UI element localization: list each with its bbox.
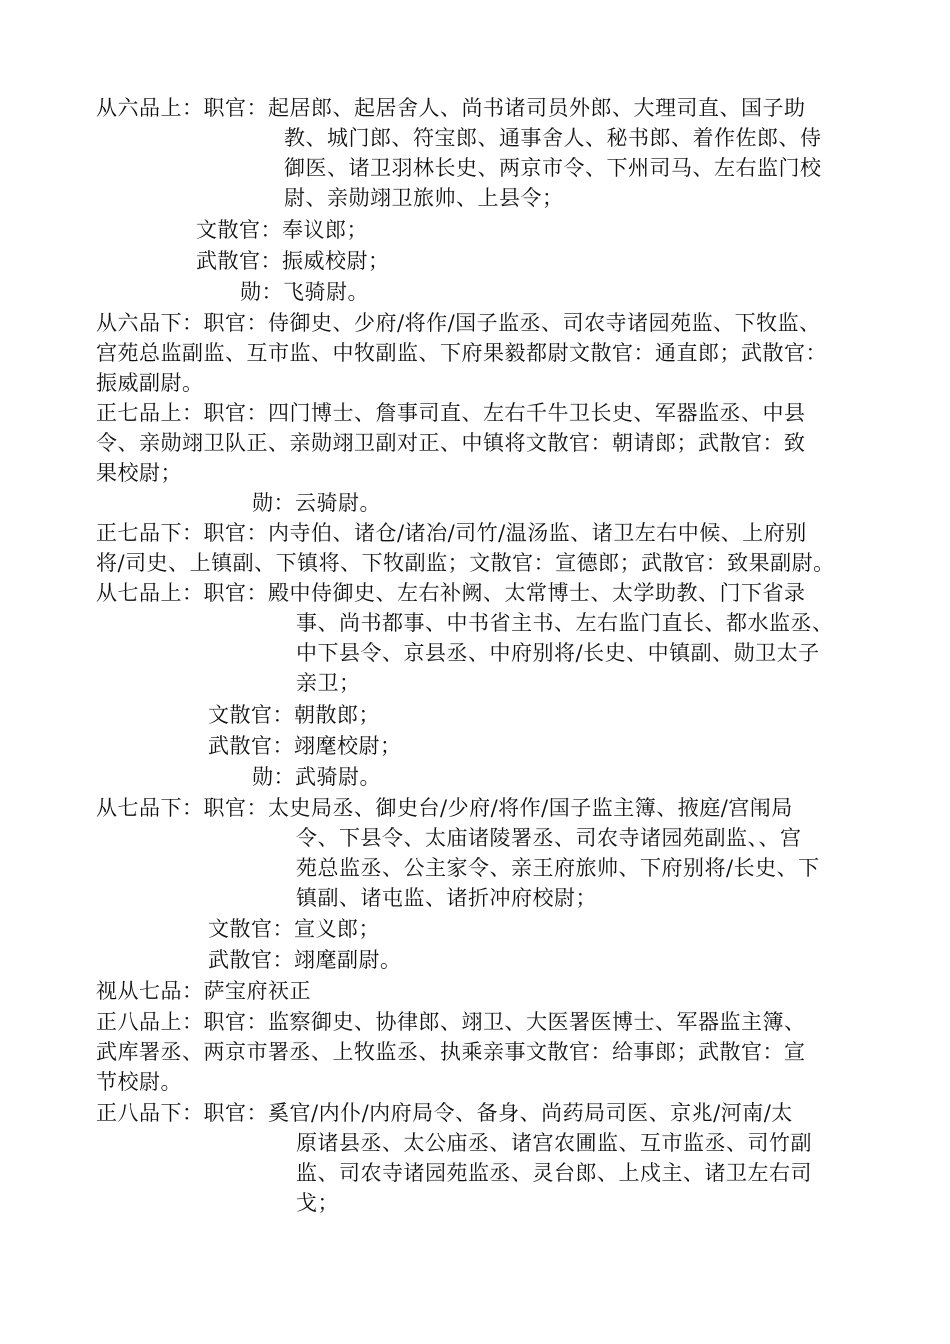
- text-line: 苑总监丞、公主家令、亲王府旅帅、下府别将/长史、下: [296, 856, 820, 880]
- text-line: 勋：云骑尉。: [252, 491, 381, 515]
- text-line: 镇副、诸屯监、诸折冲府校尉；: [296, 886, 597, 910]
- text-line: 武散官：翊麾校尉；: [208, 734, 402, 758]
- text-line: 从七品上：职官：殿中侍御史、左右补阙、太常博士、太学助教、门下省录: [96, 581, 806, 605]
- text-line: 果校尉；: [96, 461, 182, 485]
- text-line: 从七品下：职官：太史局丞、御史台/少府/将作/国子监主簿、掖庭/宫闱局: [96, 796, 793, 820]
- text-line: 节校尉。: [96, 1070, 182, 1094]
- text-line: 勋：飞骑尉。: [240, 280, 369, 304]
- text-line: 中下县令、京县丞、中府别将/长史、中镇副、勋卫太子: [296, 641, 820, 665]
- text-line: 武库署丞、两京市署丞、上牧监丞、执乘亲事文散官：给事郎；武散官：宣: [96, 1040, 806, 1064]
- text-line: 视从七品：萨宝府祆正: [96, 979, 311, 1003]
- text-line: 正七品上：职官：四门博士、詹事司直、左右千牛卫长史、军器监丞、中县: [96, 401, 806, 425]
- text-line: 武散官：翊麾副尉。: [208, 948, 402, 972]
- text-line: 正八品下：职官：奚官/内仆/内府局令、备身、尚药局司医、京兆/河南/太: [96, 1101, 793, 1125]
- text-line: 事、尚书都事、中书省主书、左右监门直长、都水监丞、: [296, 611, 834, 635]
- text-line: 武散官：振威校尉；: [196, 249, 390, 273]
- text-line: 将/司史、上镇副、下镇将、下牧副监；文散官：宣德郎；武散官：致果副尉。: [96, 551, 835, 575]
- text-line: 文散官：宣义郎；: [208, 917, 380, 941]
- text-line: 教、城门郎、符宝郎、通事舍人、秘书郎、着作佐郎、侍: [284, 126, 822, 150]
- text-line: 原诸县丞、太公庙丞、诸宫农圃监、互市监丞、司竹副: [296, 1131, 812, 1155]
- text-line: 勋：武骑尉。: [252, 765, 381, 789]
- text-line: 令、亲勋翊卫队正、亲勋翊卫副对正、中镇将文散官：朝请郎；武散官：致: [96, 431, 806, 455]
- text-line: 正八品上：职官：监察御史、协律郎、翊卫、大医署医博士、军器监主簿、: [96, 1010, 806, 1034]
- text-line: 监、司农寺诸园苑监丞、灵台郎、上戍主、诸卫左右司: [296, 1161, 812, 1185]
- text-line: 从六品下：职官：侍御史、少府/将作/国子监丞、司农寺诸园苑监、下牧监、: [96, 311, 821, 335]
- text-line: 振威副尉。: [96, 371, 204, 395]
- text-line: 文散官：奉议郎；: [196, 218, 368, 242]
- text-line: 尉、亲勋翊卫旅帅、上县令；: [284, 186, 564, 210]
- text-line: 从六品上：职官：起居郎、起居舍人、尚书诸司员外郎、大理司直、国子助: [96, 96, 806, 120]
- text-line: 御医、诸卫羽林长史、两京市令、下州司马、左右监门校: [284, 156, 822, 180]
- text-line: 正七品下：职官：内寺伯、诸仓/诸冶/司竹/温汤监、诸卫左右中候、上府别: [96, 521, 807, 545]
- text-line: 宫苑总监副监、互市监、中牧副监、下府果毅都尉文散官：通直郎；武散官：: [96, 341, 827, 365]
- text-line: 戈；: [296, 1191, 339, 1215]
- text-line: 令、下县令、太庙诸陵署丞、司农寺诸园苑副监、、宫: [296, 826, 802, 850]
- text-line: 文散官：朝散郎；: [208, 703, 380, 727]
- text-line: 亲卫；: [296, 671, 361, 695]
